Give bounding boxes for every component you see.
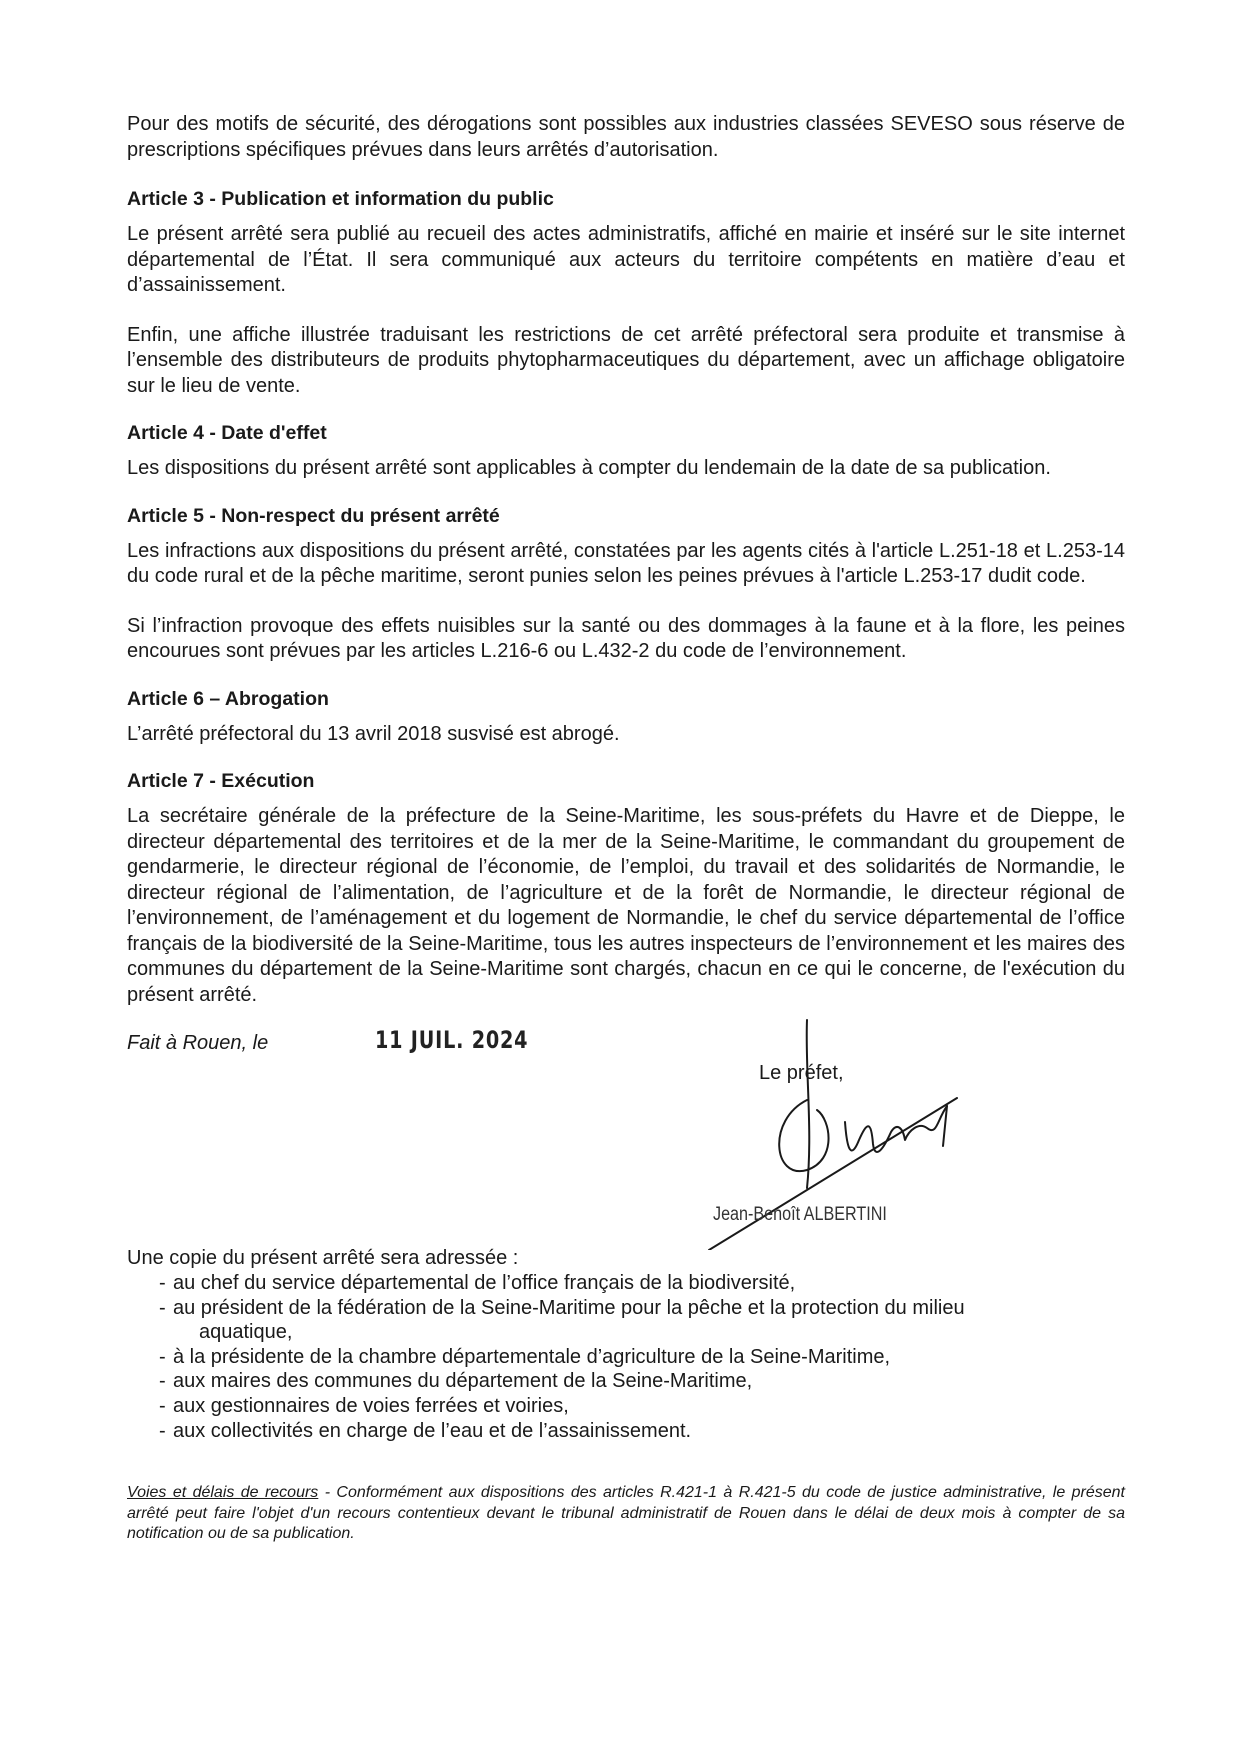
appeal-notice-text: - Conformément aux dispositions des articles R.421-1 à R.421-5 du code de justice administrative, le présent arrêté peut faire l'objet d'un recours contentieux devant le tribunal administratif de Rouen dans le délai de deux mois à compter de sa notification ou de sa publication. (127, 1484, 1125, 1543)
document-page (127, 112, 1125, 1545)
article-7 (127, 769, 1125, 1008)
list-item (159, 1345, 1125, 1370)
article-paragraph: Les infractions aux dispositions du présent arrêté, constatées par les agents cités à l'article L.251-18 et L.253-14 du code rural et de la pêche maritime, seront punies selon les peines prévues à l'article L.253-17 dudit code. (127, 539, 1125, 587)
list-dash: - (159, 1370, 166, 1393)
list-item-text: à la présidente de la chambre départementale d’agriculture de la Seine-Maritime, (173, 1345, 891, 1368)
article-paragraph: Le présent arrêté sera publié au recueil des actes administratifs, affiché en mairie et inséré sur le site internet départemental de l’État. Il sera communiqué aux acteurs du territoire compétents en matière d’eau et d’assainissement. (127, 223, 1125, 296)
signature-block (127, 1026, 1125, 1238)
article-paragraph: L’arrêté préfectoral du 13 avril 2018 susvisé est abrogé. (127, 722, 620, 745)
list-dash: - (159, 1394, 166, 1417)
list-item (159, 1369, 1125, 1394)
copies-list (127, 1271, 1125, 1443)
article-title: Article 6 – Abrogation (127, 687, 329, 710)
copies-section (127, 1246, 1125, 1443)
list-item (159, 1394, 1125, 1419)
appeal-notice (127, 1483, 1125, 1545)
list-item (159, 1271, 1125, 1296)
list-item-text: aux gestionnaires de voies ferrées et voiries, (173, 1394, 569, 1417)
date-stamp: 11 JUIL. 2024 (375, 1026, 529, 1054)
list-item (159, 1296, 1125, 1345)
list-item-text: aux collectivités en charge de l’eau et de l’assainissement. (173, 1419, 692, 1442)
list-item-text: aux maires des communes du département de la Seine-Maritime, (173, 1370, 753, 1393)
list-dash: - (159, 1419, 166, 1442)
intro-paragraph: Pour des motifs de sécurité, des dérogations sont possibles aux industries classées SEVESO sous réserve de prescriptions spécifiques prévues dans leurs arrêtés d’autorisation. (127, 113, 1125, 161)
article-4 (127, 421, 1125, 482)
signature-place: Fait à Rouen, le (127, 1032, 269, 1054)
list-item-text: au président de la fédération de la Seine-Maritime pour la pêche et la protection du milieu (173, 1296, 965, 1319)
list-dash: - (159, 1345, 166, 1368)
article-6 (127, 687, 1125, 748)
copies-lead: Une copie du présent arrêté sera adressée : (127, 1247, 519, 1269)
list-item-text: au chef du service départemental de l’office français de la biodiversité, (173, 1272, 796, 1294)
list-dash: - (159, 1272, 166, 1294)
name-stamp: Jean-Benoît ALBERTINI (713, 1204, 887, 1225)
article-title: Article 4 - Date d'effet (127, 422, 327, 444)
article-title: Article 3 - Publication et information du public (127, 188, 554, 210)
article-paragraph: Enfin, une affiche illustrée traduisant les restrictions de cet arrêté préfectoral sera produite et transmise à l’ensemble des distributeurs de produits phytopharmaceutiques du département, avec un affichage obligatoire sur le lieu de vente. (127, 323, 1125, 397)
article-paragraph: Si l’infraction provoque des effets nuisibles sur la santé ou des dommages à la faune et à la flore, les peines encourues sont prévues par les articles L.216-6 ou L.432-2 du code de l’environnement. (127, 614, 1125, 662)
article-title: Article 5 - Non-respect du présent arrêté (127, 504, 500, 527)
appeal-notice-label: Voies et délais de recours (127, 1484, 319, 1502)
article-paragraph: La secrétaire générale de la préfecture de la Seine-Maritime, les sous-préfets du Havre et de Dieppe, le directeur départemental des territoires et de la mer de la Seine-Maritime, le commandant du groupement de gendarmerie, le directeur régional de l’économie, de l’emploi, du travail et des solidarités de Normandie, le directeur régional de l’alimentation, de l’agriculture et de la forêt de Normandie, le directeur régional de l’environnement, de l’aménagement et du logement de Normandie, le chef du service départemental de l’office français de la biodiversité de la Seine-Maritime, tous les autres inspecteurs de l’environnement et les maires des communes du département de la Seine-Maritime sont chargés, chacun en ce qui le concerne, de l'exécution du présent arrêté. (127, 805, 1125, 1006)
article-5 (127, 504, 1125, 665)
article-title: Article 7 - Exécution (127, 770, 315, 792)
prefet-title: Le préfet, (759, 1062, 844, 1084)
list-item-continuation: aquatique, (199, 1321, 293, 1344)
article-paragraph: Les dispositions du présent arrêté sont applicables à compter du lendemain de la date de sa publication. (127, 457, 1051, 479)
list-dash: - (159, 1296, 166, 1319)
article-3 (127, 187, 1125, 399)
list-item (159, 1419, 1125, 1444)
